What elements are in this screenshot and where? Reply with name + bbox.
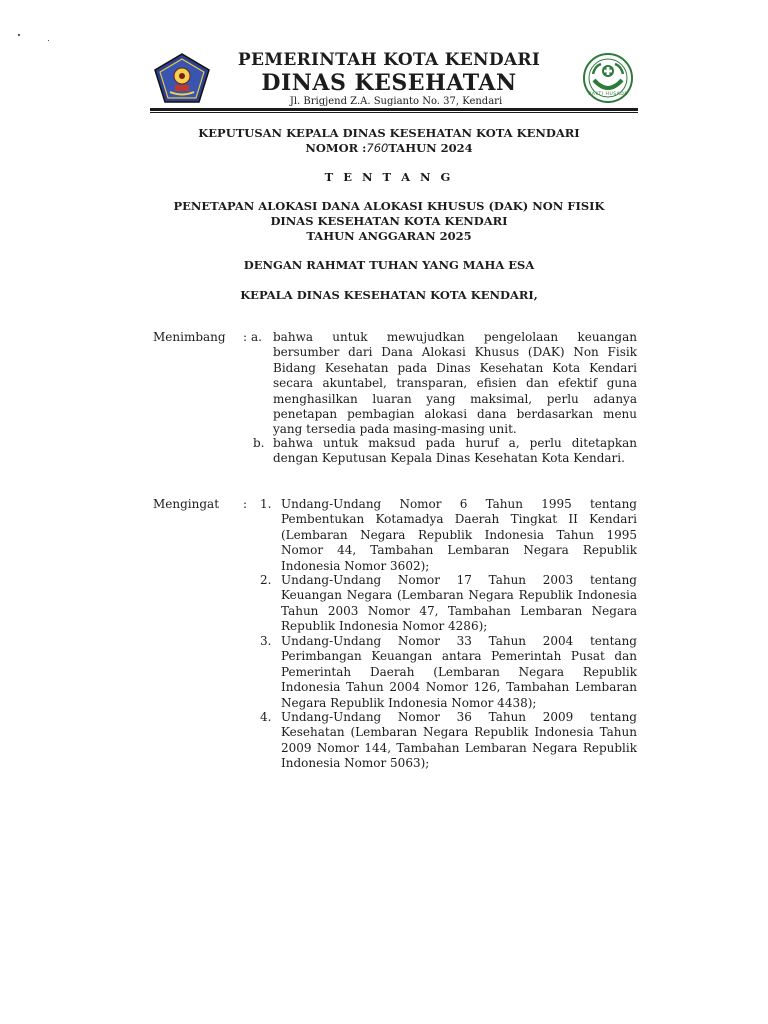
government-name: PEMERINTAH KOTA KENDARI xyxy=(237,50,541,70)
list-item-text: Undang-Undang Nomor 6 Tahun 1995 tentang Pembentukan Kotamadya Daerah Tingkat II Kendari (Lembaran Negara Republik Indonesia Tahun 1995 Nomor 44, Tambahan Lembaran Negara Republik Indonesia Nomor 3602); xyxy=(281,497,637,573)
list-item-text: Undang-Undang Nomor 33 Tahun 2004 tentang Perimbangan Keuangan antara Pemerintah Pusat dan Pemerintah Daerah (Lembaran Negara Republik Indonesia Tahun 2004 Nomor 126, Tambahan Lembaran Negara Republik Indonesia Nomor 4438); xyxy=(281,634,637,710)
letterhead-rule-thin xyxy=(150,112,638,113)
menimbang-label: Menimbang xyxy=(153,330,226,344)
list-marker: 3. xyxy=(260,634,272,648)
subject-line: DINAS KESEHATAN KOTA KENDARI xyxy=(270,214,508,228)
scan-speck xyxy=(48,40,49,41)
list-item-text: bahwa untuk maksud pada huruf a, perlu ditetapkan dengan Keputusan Kepala Dinas Kesehatan Kota Kendari. xyxy=(273,436,637,466)
decree-number xyxy=(0,141,768,155)
list-item-text: Undang-Undang Nomor 17 Tahun 2003 tentang Keuangan Negara (Lembaran Negara Republik Indonesia Tahun 2003 Nomor 47, Tambahan Lembaran Negara Republik Indonesia Nomor 4286); xyxy=(281,573,637,634)
mengingat-colon: : xyxy=(243,497,248,511)
subject-line: PENETAPAN ALOKASI DANA ALOKASI KHUSUS (DAK) NON FISIK xyxy=(173,199,605,213)
decree-number-prefix: NOMOR : xyxy=(305,141,367,155)
decree-title: KEPUTUSAN KEPALA DINAS KESEHATAN KOTA KENDARI xyxy=(198,126,580,140)
scan-speck xyxy=(18,34,20,36)
decree-number-suffix: TAHUN 2024 xyxy=(388,141,473,155)
decree-number-handwritten: 760 xyxy=(366,141,389,155)
letterhead-rule-thick xyxy=(150,108,638,111)
mengingat-label: Mengingat xyxy=(153,497,220,511)
menimbang-colon: : xyxy=(243,330,248,344)
right-logo-caption: BAKTI HUSADA xyxy=(588,92,628,97)
list-marker: 1. xyxy=(260,497,272,511)
agency-address: Jl. Brigjend Z.A. Sugianto No. 37, Kendari xyxy=(289,96,503,107)
blessing-line: DENGAN RAHMAT TUHAN YANG MAHA ESA xyxy=(243,258,535,272)
list-marker: 4. xyxy=(260,710,272,724)
list-item-text: Undang-Undang Nomor 36 Tahun 2009 tentang Kesehatan (Lembaran Negara Republik Indonesia Tahun 2009 Nomor 144, Tambahan Lembaran Negara Republik Indonesia Nomor 5063); xyxy=(281,710,637,771)
issuer-line: KEPALA DINAS KESEHATAN KOTA KENDARI, xyxy=(240,288,538,302)
list-marker: b. xyxy=(253,436,265,450)
subject-line: TAHUN ANGGARAN 2025 xyxy=(306,229,472,243)
list-item-text: bahwa untuk mewujudkan pengelolaan keuangan bersumber dari Dana Alokasi Khusus (DAK) Non Fisik Bidang Kesehatan pada Dinas Kesehatan Kota Kendari secara akuntabel, transparan, efisien dan efektif guna menghasilkan luaran yang maksimal, perlu adanya penetapan pembagian alokasi dana berdasarkan menu yang tersedia pada masing-masing unit. xyxy=(273,330,637,437)
list-marker: 2. xyxy=(260,573,272,587)
tentang-heading: T E N T A N G xyxy=(324,170,454,184)
agency-name: DINAS KESEHATAN xyxy=(261,70,517,96)
list-marker: a. xyxy=(251,330,262,344)
